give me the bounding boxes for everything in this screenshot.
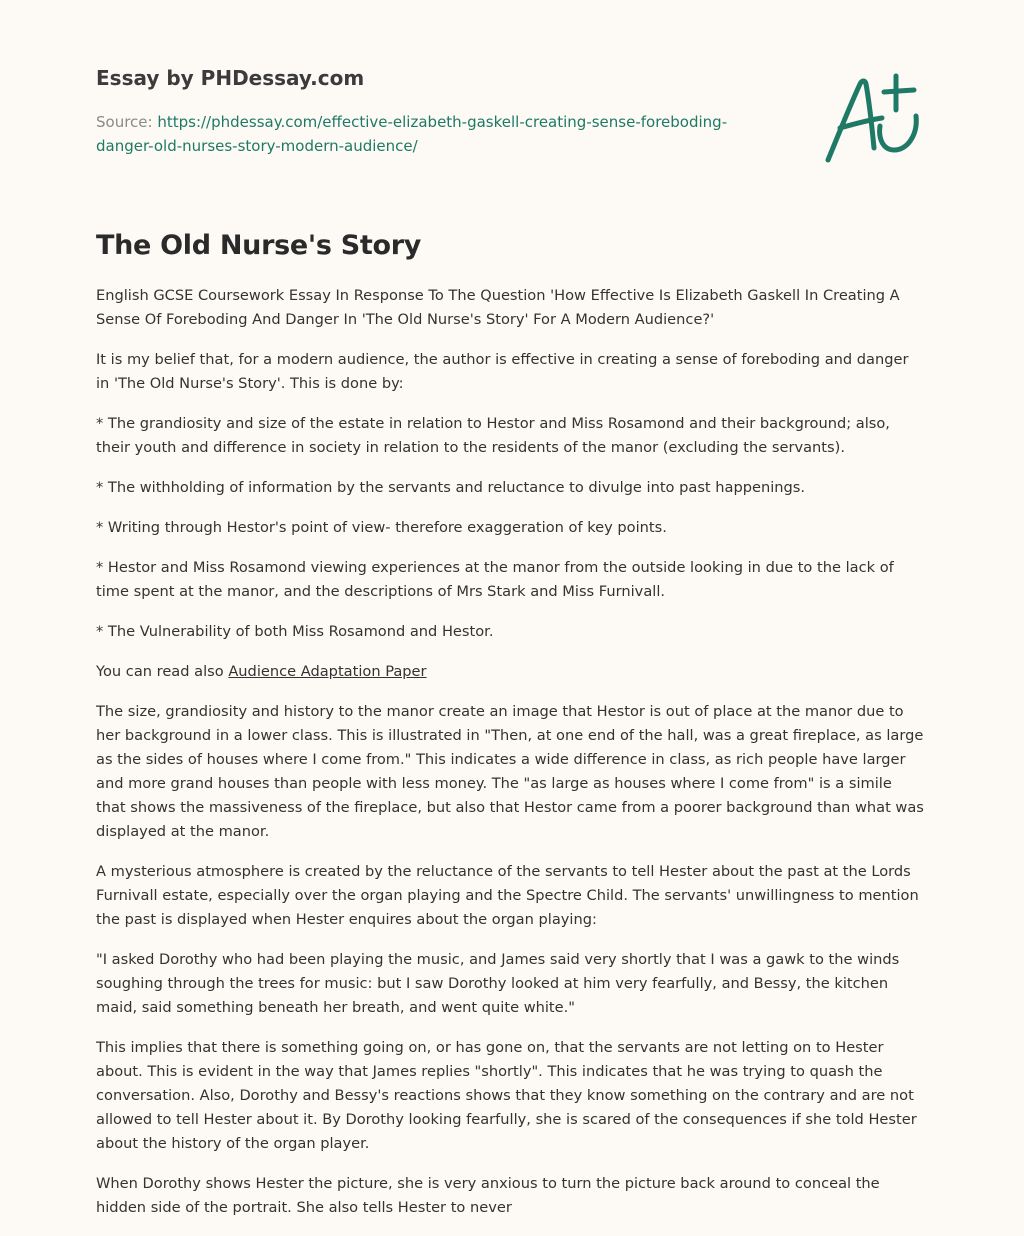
source-line (96, 110, 746, 158)
paragraph: * The grandiosity and size of the estate in relation to Hestor and Miss Rosamond and their background; also, their youth and difference in society in relation to the residents of the manor (excluding the servants). (96, 415, 890, 456)
document-title: The Old Nurse's Story (96, 230, 422, 261)
paragraph: * The withholding of information by the servants and reluctance to divulge into past happenings. (96, 479, 806, 496)
quote-paragraph: "I asked Dorothy who had been playing the music, and James said very shortly that I was a gawk to the winds soughing through the trees for music: but I saw Dorothy looked at him very fearfully, and Bessy, the kitchen maid, said something beneath her breath, and went quite white." (96, 951, 900, 1016)
source-link[interactable]: https://phdessay.com/effective-elizabeth-gaskell-creating-sense-foreboding-danger-old-nurses-story-modern-audience/ (96, 113, 728, 155)
read-also-link[interactable]: Audience Adaptation Paper (228, 663, 427, 680)
a-plus-logo-icon (822, 66, 926, 166)
paragraph: * The Vulnerability of both Miss Rosamond and Hestor. (96, 623, 494, 640)
paragraph: A mysterious atmosphere is created by the reluctance of the servants to tell Hester about the past at the Lords Furnivall estate, especially over the organ playing and the Spectre Child. The servants' unwillingness to mention the past is displayed when Hester enquires about the organ playing: (96, 863, 919, 928)
paragraph: It is my belief that, for a modern audience, the author is effective in creating a sense of foreboding and danger in 'The Old Nurse's Story'. This is done by: (96, 351, 909, 392)
read-also-prefix: You can read also (96, 663, 229, 680)
read-also-line (96, 660, 926, 684)
site-title: Essay by PHDessay.com (96, 66, 365, 90)
page-header (96, 62, 926, 212)
paragraph: This implies that there is something going on, or has gone on, that the servants are not letting on to Hester about. This is evident in the way that James replies "shortly". This indicates that he was trying to quash the conversation. Also, Dorothy and Bessy's reactions shows that they know something on the contrary and are not allowed to tell Hester about it. By Dorothy looking fearfully, she is scared of the consequences if she told Hester about the history of the organ player. (96, 1039, 917, 1152)
paragraph: English GCSE Coursework Essay In Response To The Question 'How Effective Is Elizabeth Gaskell In Creating A Sense Of Foreboding And Danger In 'The Old Nurse's Story' For A Modern Audience?' (96, 287, 900, 328)
paragraph: * Hestor and Miss Rosamond viewing experiences at the manor from the outside looking in due to the lack of time spent at the manor, and the descriptions of Mrs Stark and Miss Furnivall. (96, 559, 894, 600)
source-label: Source: (96, 113, 158, 131)
paragraph: The size, grandiosity and history to the manor create an image that Hestor is out of place at the manor due to her background in a lower class. This is illustrated in "Then, at one end of the hall, was a great fireplace, as large as the sides of houses where I come from." This indicates a wide difference in class, as rich people have larger and more grand houses than people with less money. The "as large as houses where I come from" is a simile that shows the massiveness of the fireplace, but also that Hestor came from a poorer background than what was displayed at the manor. (96, 703, 924, 840)
paragraph: When Dorothy shows Hester the picture, she is very anxious to turn the picture back around to conceal the hidden side of the portrait. She also tells Hester to never (96, 1175, 880, 1216)
paragraph: * Writing through Hestor's point of view- therefore exaggeration of key points. (96, 519, 667, 536)
page-content (96, 62, 926, 1236)
